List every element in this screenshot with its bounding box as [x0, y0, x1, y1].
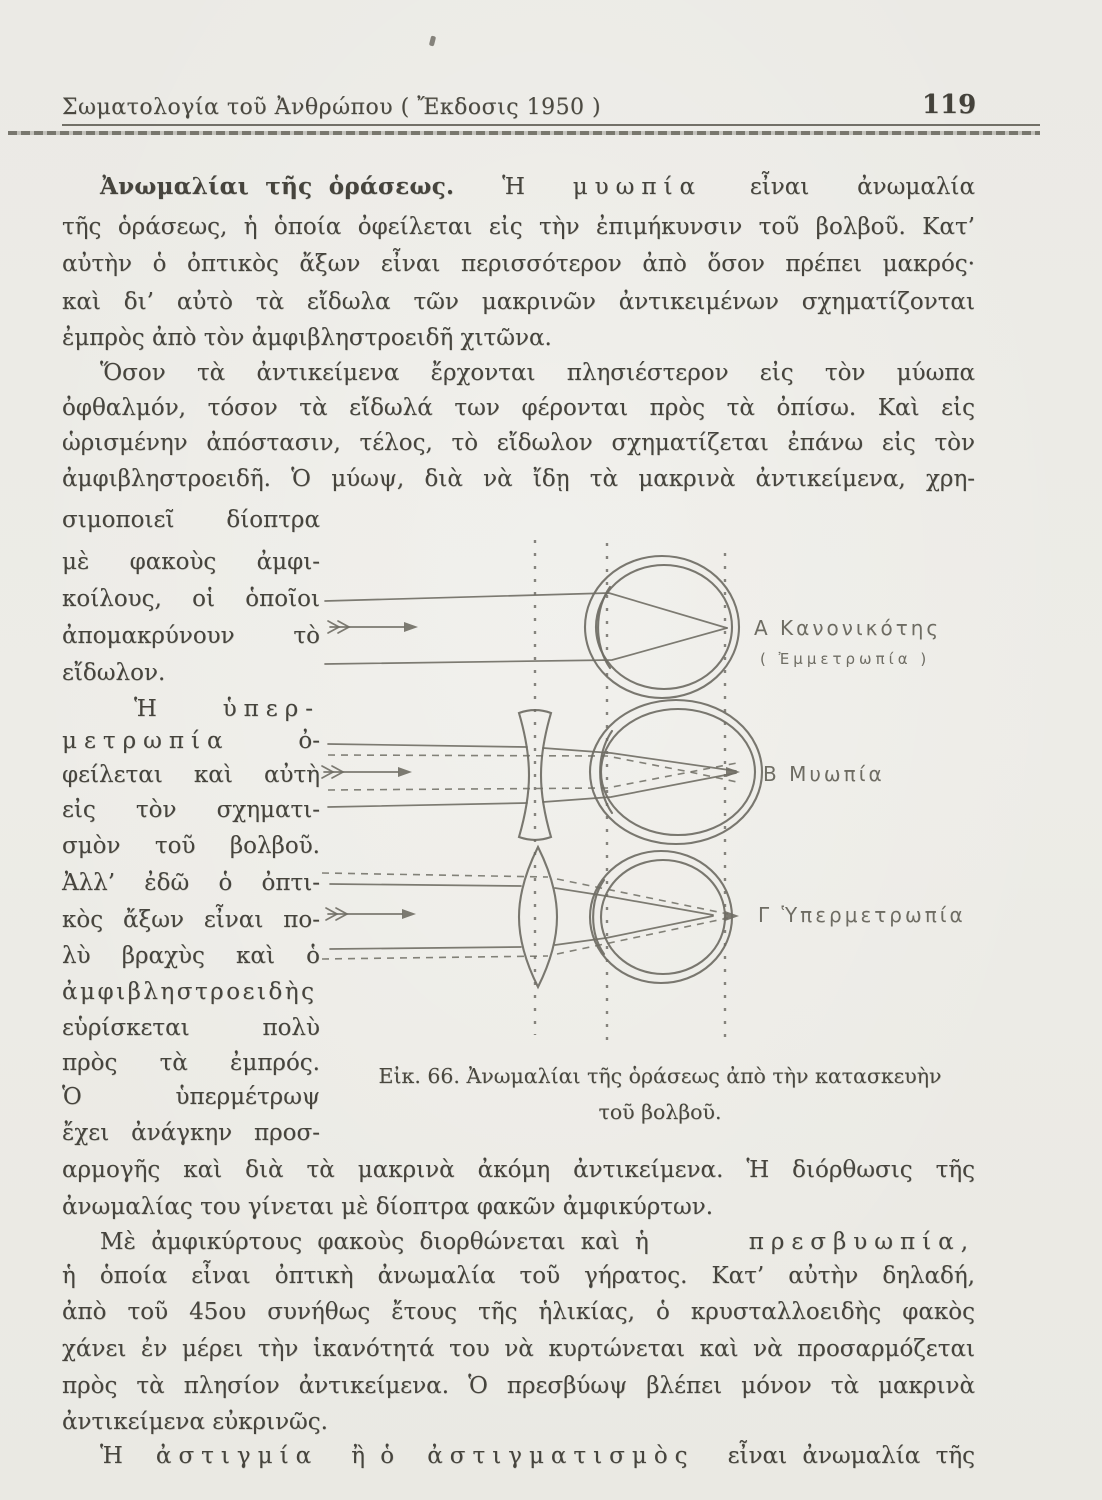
scan-speck	[429, 36, 436, 47]
paragraph-line-lead: Ἀνωμαλίαι τῆς ὁράσεως. Ἡ μυωπία εἶναι ἀνωμαλία	[100, 173, 975, 200]
paragraph-line: αὐτὴν ὁ ὀπτικὸς ἄξων εἶναι περισσότερον ἀπὸ ὅσον πρέπει μακρός·	[62, 251, 975, 277]
figure-label-b: Β Μυωπία	[763, 762, 885, 786]
figure-label-a: Α Κανονικότης	[754, 616, 942, 640]
paragraph-line: ἀπὸ τοῦ 45ου συνήθως ἔτους τῆς ἡλικίας, ὁ κρυσταλλοειδὴς φακὸς	[62, 1299, 975, 1325]
page-number: 119	[922, 90, 977, 120]
object-arrow	[326, 908, 416, 920]
column-line: ἀπομακρύνουν τὸ	[62, 623, 320, 649]
paragraph-line: ἀντικείμενα εὐκρινῶς.	[62, 1409, 328, 1435]
emphasized-term-astigmia: ἀστιγμία	[155, 1443, 319, 1469]
column-line: Ἀλλ’ ἐδῶ ὁ ὀπτι-	[62, 870, 320, 896]
convex-lens	[519, 847, 557, 987]
paragraph-line: χάνει ἐν μέρει τὴν ἱκανότητά του νὰ κυρτώνεται καὶ νὰ προσαρμόζεται	[62, 1336, 975, 1362]
column-line: κὸς ἄξων εἶναι πο-	[62, 907, 320, 933]
paragraph-line: ὡρισμένην ἀπόστασιν, τέλος, τὸ εἴδωλον σχηματίζεται ἐπάνω εἰς τὸν	[62, 430, 975, 456]
column-line: λὺ βραχὺς καὶ ὁ	[62, 943, 320, 969]
section-heading: Ἀνωμαλίαι τῆς ὁράσεως.	[100, 173, 455, 200]
figure-caption-line2: τοῦ βολβοῦ.	[598, 1100, 722, 1124]
column-line: Ὁ ὑπερμέτρωψ	[62, 1084, 320, 1110]
column-line: μετρωπία ὀ-	[62, 728, 320, 754]
column-line: εἰς τὸν σχηματι-	[62, 797, 320, 823]
emphasized-term-metropia: μετρωπία	[62, 728, 230, 754]
paragraph-line: ὀφθαλμόν, τόσον τὰ εἴδωλά των φέρονται πρὸς τὰ ὀπίσω. Καὶ εἰς	[62, 395, 975, 421]
figure-eye-anomalies-sketch	[300, 535, 1060, 1045]
paragraph-line: ἀνωμαλίας του γίνεται μὲ δίοπτρα φακῶν ἀμφικύρτων.	[62, 1194, 714, 1220]
column-line: εἴδωλον.	[62, 660, 166, 686]
column-line: σιμοποιεῖ δίοπτρα	[62, 507, 320, 533]
paragraph-line: αρμογῆς καὶ διὰ τὰ μακρινὰ ἀκόμη ἀντικείμενα. Ἡ διόρθωσις τῆς	[62, 1157, 975, 1183]
emphasized-term-hyper: ὑπερ-	[222, 696, 320, 722]
column-line: φείλεται καὶ αὐτὴ	[62, 762, 320, 788]
paragraph-line: ἀμφιβληστροειδῆ. Ὁ μύωψ, διὰ νὰ ἴδῃ τὰ μακρινὰ ἀντικείμενα, χρη-	[62, 466, 975, 492]
paragraph-line: Μὲ ἀμφικύρτους φακοὺς διορθώνεται καὶ ἡ πρεσβυωπία,	[100, 1229, 975, 1255]
column-line: πρὸς τὰ ἐμπρός.	[62, 1050, 320, 1076]
figure-label-c: Γ Ὑπερμετρωπία	[758, 903, 966, 927]
emphasized-term-myopia: μυωπία	[572, 174, 703, 200]
column-line: Ἡ ὑπερ-	[134, 696, 320, 722]
column-line: ἀμφιβληστροειδὴς	[62, 979, 317, 1005]
figure-caption-line1: Εἰκ. 66. Ἀνωμαλίαι τῆς ὁράσεως ἀπὸ τὴν κατασκευὴν	[378, 1064, 942, 1088]
figure-caption	[340, 1058, 980, 1130]
paragraph-line: καὶ δι’ αὐτὸ τὰ εἴδωλα τῶν μακρινῶν ἀντικειμένων σχηματίζονται	[62, 289, 975, 315]
column-line: σμὸν τοῦ βολβοῦ.	[62, 833, 320, 859]
paragraph-line: πρὸς τὰ πλησίον ἀντικείμενα. Ὁ πρεσβύωψ βλέπει μόνον τὰ μακρινὰ	[62, 1373, 975, 1399]
eye-diagram-hypermetropia	[322, 847, 739, 987]
paragraph-line: ἐμπρὸς ἀπὸ τὸν ἀμφιβληστροειδῆ χιτῶνα.	[62, 325, 552, 351]
eye-diagram-myopia	[322, 700, 762, 844]
header-rule-thick	[8, 131, 1040, 135]
column-line: μὲ φακοὺς ἀμφι-	[62, 549, 320, 575]
running-head-title: Σωματολογία τοῦ Ἀνθρώπου ( Ἔκδοσις 1950 )	[62, 95, 602, 120]
column-line: κοίλους, οἱ ὁποῖοι	[62, 586, 320, 612]
paragraph-line: τῆς ὁράσεως, ἡ ὁποία ὀφείλεται εἰς τὴν ἐπιμήκυνσιν τοῦ βολβοῦ. Κατ’	[62, 214, 975, 240]
figure-label-a-sub: ( Ἐμμετρωπία )	[760, 650, 931, 668]
header-rule-thin	[62, 124, 1040, 126]
emphasized-term-presbyopia: πρεσβυωπία,	[748, 1229, 975, 1255]
object-arrow	[322, 766, 412, 778]
column-line: ἔχει ἀνάγκην προσ-	[62, 1120, 320, 1146]
paragraph-line: ἡ ὁποία εἶναι ὀπτικὴ ἀνωμαλία τοῦ γήρατος. Κατ’ αὐτὴν δηλαδή,	[62, 1263, 975, 1289]
paragraph-line: Ἡ ἀστιγμία ἢ ὁ ἀστιγματισμὸς εἶναι ἀνωμαλία τῆς	[100, 1443, 975, 1469]
column-line: εὑρίσκεται πολὺ	[62, 1015, 320, 1041]
emphasized-term-astigmatism: ἀστιγματισμὸς	[427, 1443, 695, 1469]
eye-diagram-emmetropia	[325, 556, 739, 698]
paragraph-line: Ὅσον τὰ ἀντικείμενα ἔρχονται πλησιέστερον εἰς τὸν μύωπα	[100, 360, 975, 386]
object-arrow	[328, 621, 418, 633]
